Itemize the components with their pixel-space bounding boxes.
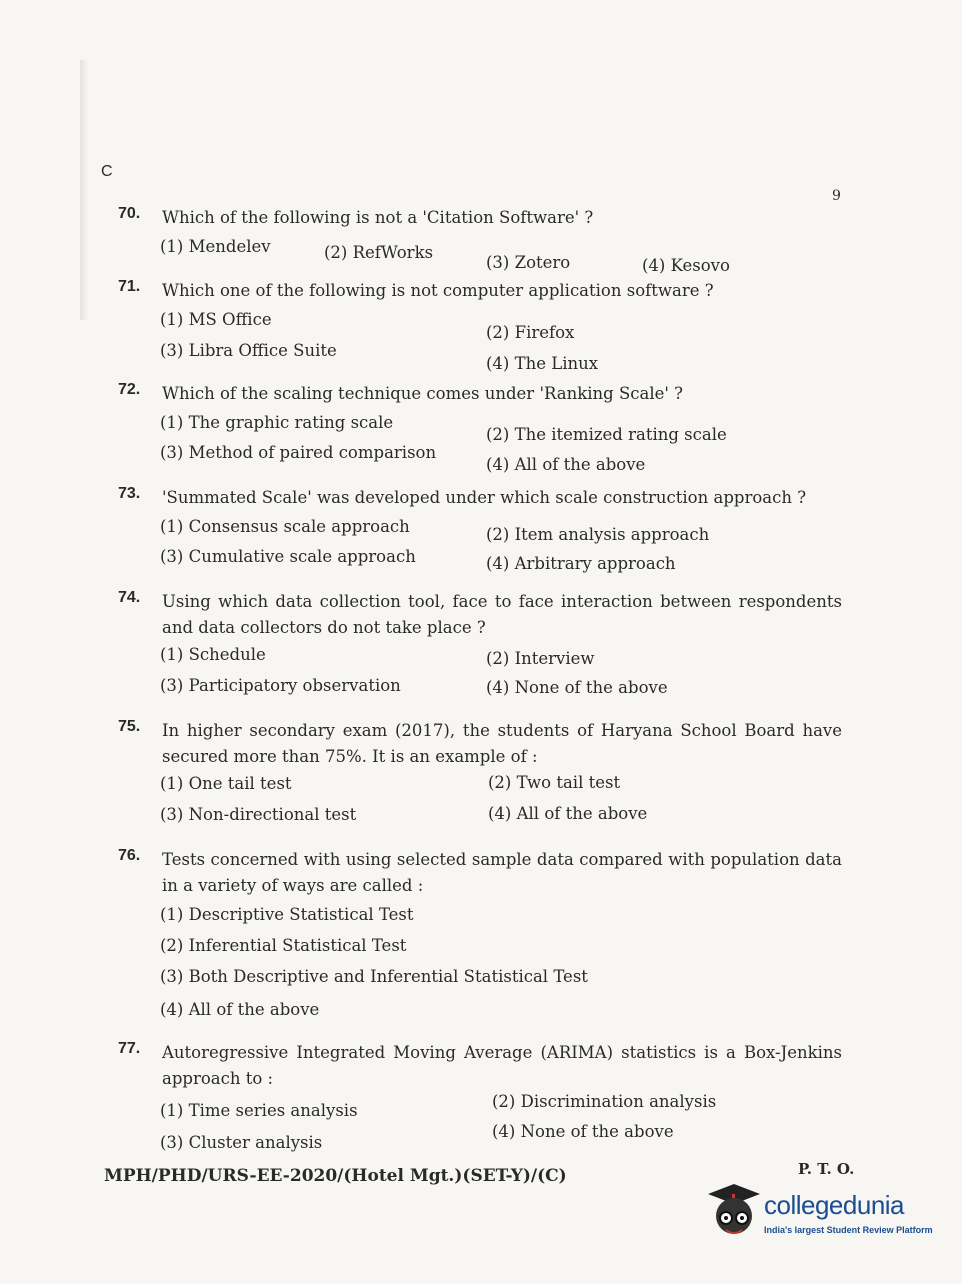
question-stem: Which one of the following is not computer application software ?: [162, 281, 714, 300]
option-4: (4) All of the above: [488, 804, 648, 823]
question-number: 74.: [118, 589, 141, 606]
question-stem: 'Summated Scale' was developed under which scale construction approach ?: [162, 488, 807, 507]
option-1: (1) MS Office: [160, 310, 272, 329]
option-3: (3) Method of paired comparison: [160, 443, 437, 462]
option-4: (4) All of the above: [486, 455, 646, 474]
question-number: 75.: [118, 718, 141, 735]
option-3: (3) Both Descriptive and Inferential Statistical Test: [160, 967, 588, 986]
option-4: (4) None of the above: [486, 678, 668, 697]
collegedunia-watermark: [704, 1180, 944, 1250]
option-2: (2) RefWorks: [324, 243, 434, 262]
question-stem: Which of the following is not a 'Citation Software' ?: [162, 208, 594, 227]
question-stem: Autoregressive Integrated Moving Average (ARIMA) statistics is a Box-Jenkins approach to :: [162, 1043, 842, 1088]
option-2: (2) Interview: [486, 649, 595, 668]
brand-tagline: India's largest Student Review Platform: [764, 1225, 933, 1235]
question-number: 77.: [118, 1040, 141, 1057]
option-3: (3) Zotero: [486, 253, 571, 272]
option-1: (1) Descriptive Statistical Test: [160, 905, 414, 924]
scan-shadow: [80, 60, 88, 320]
question-number: 71.: [118, 278, 141, 295]
option-2: (2) Item analysis approach: [486, 525, 710, 544]
option-1: (1) Time series analysis: [160, 1101, 358, 1120]
question-stem: In higher secondary exam (2017), the students of Haryana School Board have secured more than 75%. It is an example of :: [162, 721, 842, 766]
question-number: 73.: [118, 485, 141, 502]
option-1: (1) Consensus scale approach: [160, 517, 410, 536]
paper-code: MPH/PHD/URS-EE-2020/(Hotel Mgt.)(SET-Y)/(C): [104, 1166, 567, 1186]
option-3: (3) Cumulative scale approach: [160, 547, 416, 566]
option-2: (2) Firefox: [486, 323, 575, 342]
question-number: 76.: [118, 847, 141, 864]
option-2: (2) Two tail test: [488, 773, 621, 792]
option-2: (2) Inferential Statistical Test: [160, 936, 407, 955]
option-1: (1) The graphic rating scale: [160, 413, 394, 432]
question-number: 72.: [118, 381, 141, 398]
option-3: (3) Non-directional test: [160, 805, 357, 824]
option-1: (1) Schedule: [160, 645, 266, 664]
page-number: 9: [832, 188, 841, 204]
option-4: (4) None of the above: [492, 1122, 674, 1141]
option-2: (2) Discrimination analysis: [492, 1092, 717, 1111]
set-code: C: [101, 163, 113, 180]
question-stem: Which of the scaling technique comes under 'Ranking Scale' ?: [162, 384, 683, 403]
option-3: (3) Participatory observation: [160, 676, 401, 695]
option-4: (4) The Linux: [486, 354, 599, 373]
question-stem: Using which data collection tool, face to face interaction between respondents and data collectors do not take place ?: [162, 592, 842, 637]
option-2: (2) The itemized rating scale: [486, 425, 727, 444]
brand-name: collegedunia: [764, 1190, 905, 1220]
option-1: (1) One tail test: [160, 774, 292, 793]
pto-label: P. T. O.: [798, 1160, 855, 1178]
question-stem: Tests concerned with using selected sample data compared with population data in a variety of ways are called :: [162, 850, 842, 895]
option-4: (4) Arbitrary approach: [486, 554, 676, 573]
option-4: (4) Kesovo: [642, 256, 730, 275]
graduate-mascot-icon: [704, 1180, 762, 1244]
question-number: 70.: [118, 205, 141, 222]
option-4: (4) All of the above: [160, 1000, 320, 1019]
option-3: (3) Libra Office Suite: [160, 341, 337, 360]
option-1: (1) Mendelev: [160, 237, 271, 256]
option-3: (3) Cluster analysis: [160, 1133, 323, 1152]
